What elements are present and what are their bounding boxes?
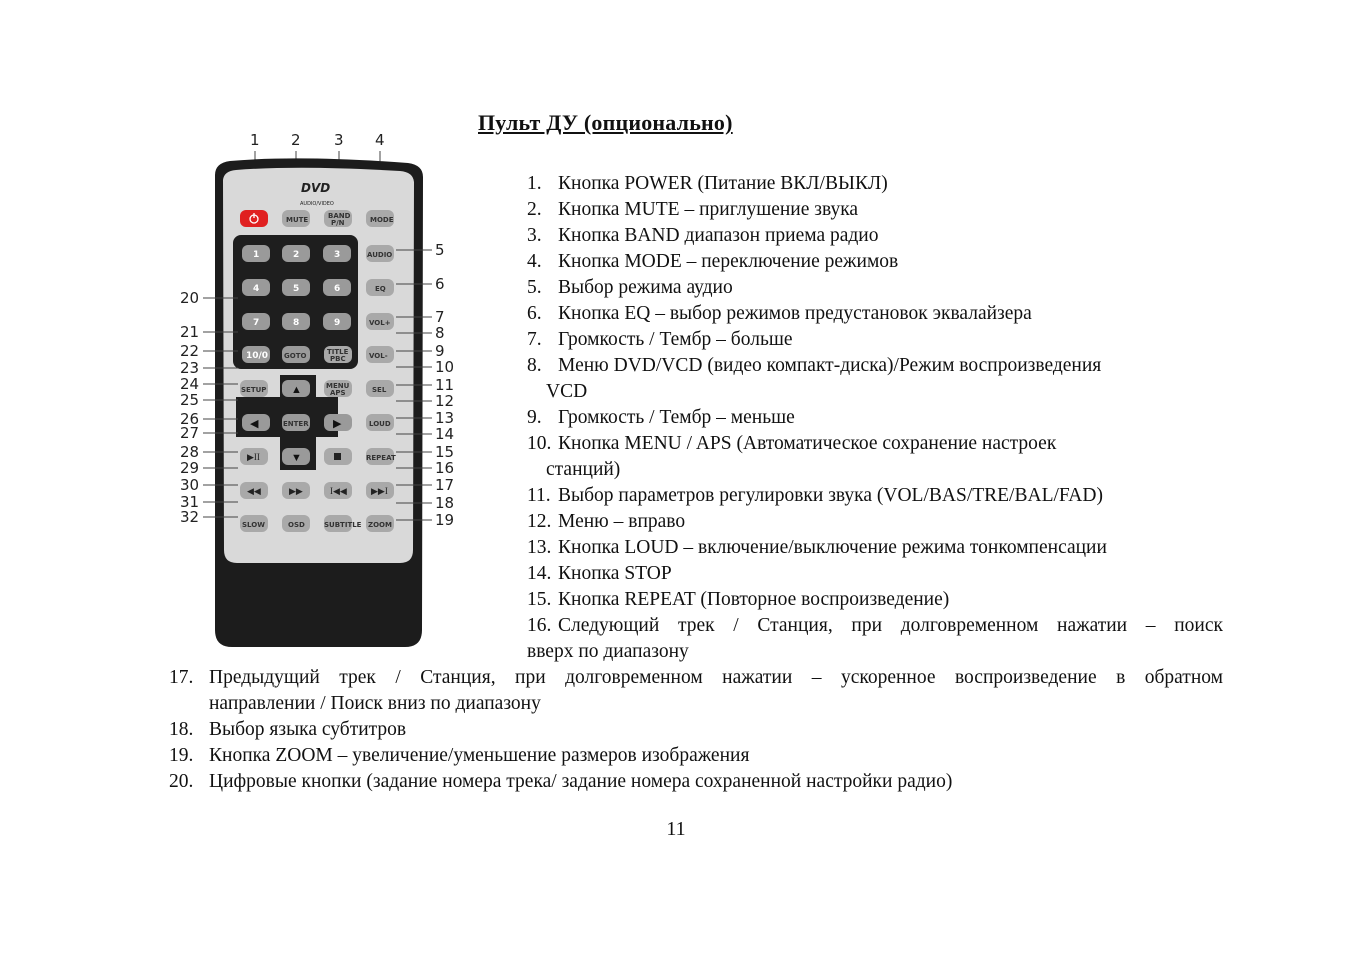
svg-text:7: 7: [253, 318, 260, 328]
svg-text:GOTO: GOTO: [284, 352, 307, 360]
item-4: 4. Кнопка MODE – переключение режимов: [527, 251, 899, 272]
svg-text:P/N: P/N: [331, 219, 345, 227]
callout-10: 10: [435, 358, 455, 376]
svg-text:LOUD: LOUD: [369, 420, 391, 428]
svg-text:◀: ◀: [250, 418, 259, 430]
item-11: 11. Выбор параметров регулировки звука (VOL/BAS/TRE/BAL/FAD): [527, 485, 1103, 506]
item-10-cont: станций): [546, 459, 621, 480]
svg-text:SUBTITLE: SUBTITLE: [324, 521, 362, 529]
dvd-logo: DVD: [301, 181, 331, 195]
item-10: 10. Кнопка MENU / APS (Автоматическое сохранение настроек: [527, 433, 1057, 454]
svg-text:▶II: ▶II: [247, 452, 260, 462]
item-7: 7. Громкость / Тембр – больше: [527, 329, 793, 350]
item-8: 8. Меню DVD/VCD (видео компакт-диска)/Режим воспроизведения: [527, 355, 1102, 376]
callout-25: 25: [180, 391, 200, 409]
callout-7: 7: [435, 308, 445, 326]
page-title: Пульт ДУ (опционально): [478, 110, 733, 135]
power-button: [240, 210, 268, 227]
svg-text:I◀◀: I◀◀: [330, 486, 347, 496]
callout-14: 14: [435, 425, 455, 443]
callout-12: 12: [435, 392, 455, 410]
svg-text:9: 9: [334, 318, 341, 328]
callout-4: 4: [375, 131, 385, 149]
svg-text:BAND: BAND: [328, 212, 351, 220]
callout-2: 2: [291, 131, 301, 149]
svg-text:TITLE: TITLE: [327, 348, 349, 356]
item-5: 5. Выбор режима аудио: [527, 277, 733, 298]
svg-text:1: 1: [253, 250, 260, 260]
callout-6: 6: [435, 275, 445, 293]
svg-text:▼: ▼: [291, 452, 302, 464]
callout-23: 23: [180, 359, 200, 377]
svg-text:REPEAT: REPEAT: [366, 454, 396, 462]
callout-22: 22: [180, 342, 200, 360]
callout-24: 24: [180, 375, 200, 393]
callout-32: 32: [180, 508, 200, 526]
svg-text:6: 6: [334, 284, 341, 294]
svg-text:MENU: MENU: [326, 382, 350, 390]
callout-20: 20: [180, 289, 200, 307]
svg-text:ZOOM: ZOOM: [368, 521, 392, 529]
item-8-cont: VCD: [546, 381, 588, 402]
item-3: 3. Кнопка BAND диапазон приема радио: [527, 225, 879, 246]
callout-28: 28: [180, 443, 200, 461]
item-14: 14. Кнопка STOP: [527, 563, 672, 584]
callout-1: 1: [250, 131, 260, 149]
remote-control-illustration: [170, 125, 470, 655]
svg-text:SLOW: SLOW: [242, 521, 265, 529]
callout-19: 19: [435, 511, 455, 529]
svg-text:▶▶: ▶▶: [289, 486, 303, 496]
item-19: 19. Кнопка ZOOM – увеличение/уменьшение размеров изображения: [169, 745, 750, 766]
svg-text:3: 3: [334, 250, 341, 260]
page-number: 11: [666, 818, 686, 840]
svg-text:5: 5: [293, 284, 300, 294]
callout-21: 21: [180, 323, 200, 341]
svg-text:▶: ▶: [333, 418, 342, 430]
svg-text:MODE: MODE: [370, 216, 394, 224]
svg-text:ENTER: ENTER: [283, 420, 309, 428]
svg-text:EQ: EQ: [375, 285, 386, 293]
item-9: 9. Громкость / Тембр – меньше: [527, 407, 795, 428]
callout-27: 27: [180, 424, 200, 442]
item-16: 16. Следующий трек / Станция, при долговременном нажатии – поиск: [527, 615, 1223, 636]
svg-text:VOL-: VOL-: [369, 352, 388, 360]
svg-text:4: 4: [253, 284, 260, 294]
callout-18: 18: [435, 494, 455, 512]
callout-17: 17: [435, 476, 455, 494]
svg-text:8: 8: [293, 318, 300, 328]
svg-text:MUTE: MUTE: [286, 216, 309, 224]
svg-text:◀◀: ◀◀: [247, 486, 261, 496]
callout-26: 26: [180, 410, 200, 428]
callout-8: 8: [435, 324, 445, 342]
item-12: 12. Меню – вправо: [527, 511, 686, 532]
svg-text:APS: APS: [330, 389, 346, 397]
callout-9: 9: [435, 342, 445, 360]
svg-text:PBC: PBC: [330, 355, 346, 363]
svg-text:▲: ▲: [291, 384, 302, 396]
svg-text:VOL+: VOL+: [369, 319, 391, 327]
svg-text:▶▶I: ▶▶I: [371, 486, 388, 496]
item-17-cont: направлении / Поиск вниз по диапазону: [209, 693, 541, 714]
item-18: 18. Выбор языка субтитров: [169, 719, 407, 740]
callout-29: 29: [180, 459, 200, 477]
item-20: 20. Цифровые кнопки (задание номера трека/ задание номера сохраненной настройки радио): [169, 771, 953, 792]
svg-text:2: 2: [293, 250, 300, 260]
callout-15: 15: [435, 443, 455, 461]
svg-text:10/0: 10/0: [246, 351, 269, 361]
svg-text:AUDIO: AUDIO: [367, 251, 393, 259]
callout-11: 11: [435, 376, 455, 394]
callout-16: 16: [435, 459, 455, 477]
svg-text:AUDIO/VIDEO: AUDIO/VIDEO: [300, 201, 334, 207]
svg-text:OSD: OSD: [288, 521, 305, 529]
item-1: 1. Кнопка POWER (Питание ВКЛ/ВЫКЛ): [527, 173, 888, 194]
item-13: 13. Кнопка LOUD – включение/выключение режима тонкомпенсации: [527, 537, 1107, 558]
callout-30: 30: [180, 476, 200, 494]
item-6: 6. Кнопка EQ – выбор режимов предустановок эквалайзера: [527, 303, 1032, 324]
svg-text:SETUP: SETUP: [241, 386, 267, 394]
item-15: 15. Кнопка REPEAT (Повторное воспроизведение): [527, 589, 950, 610]
callout-3: 3: [334, 131, 344, 149]
item-17: 17. Предыдущий трек / Станция, при долговременном нажатии – ускоренное воспроизведение в обратном: [169, 667, 1223, 688]
item-16-cont: вверх по диапазону: [527, 641, 689, 662]
callout-5: 5: [435, 241, 445, 259]
svg-text:SEL: SEL: [372, 386, 387, 394]
callout-13: 13: [435, 409, 455, 427]
callout-31: 31: [180, 493, 200, 511]
item-2: 2. Кнопка MUTE – приглушение звука: [527, 199, 859, 220]
